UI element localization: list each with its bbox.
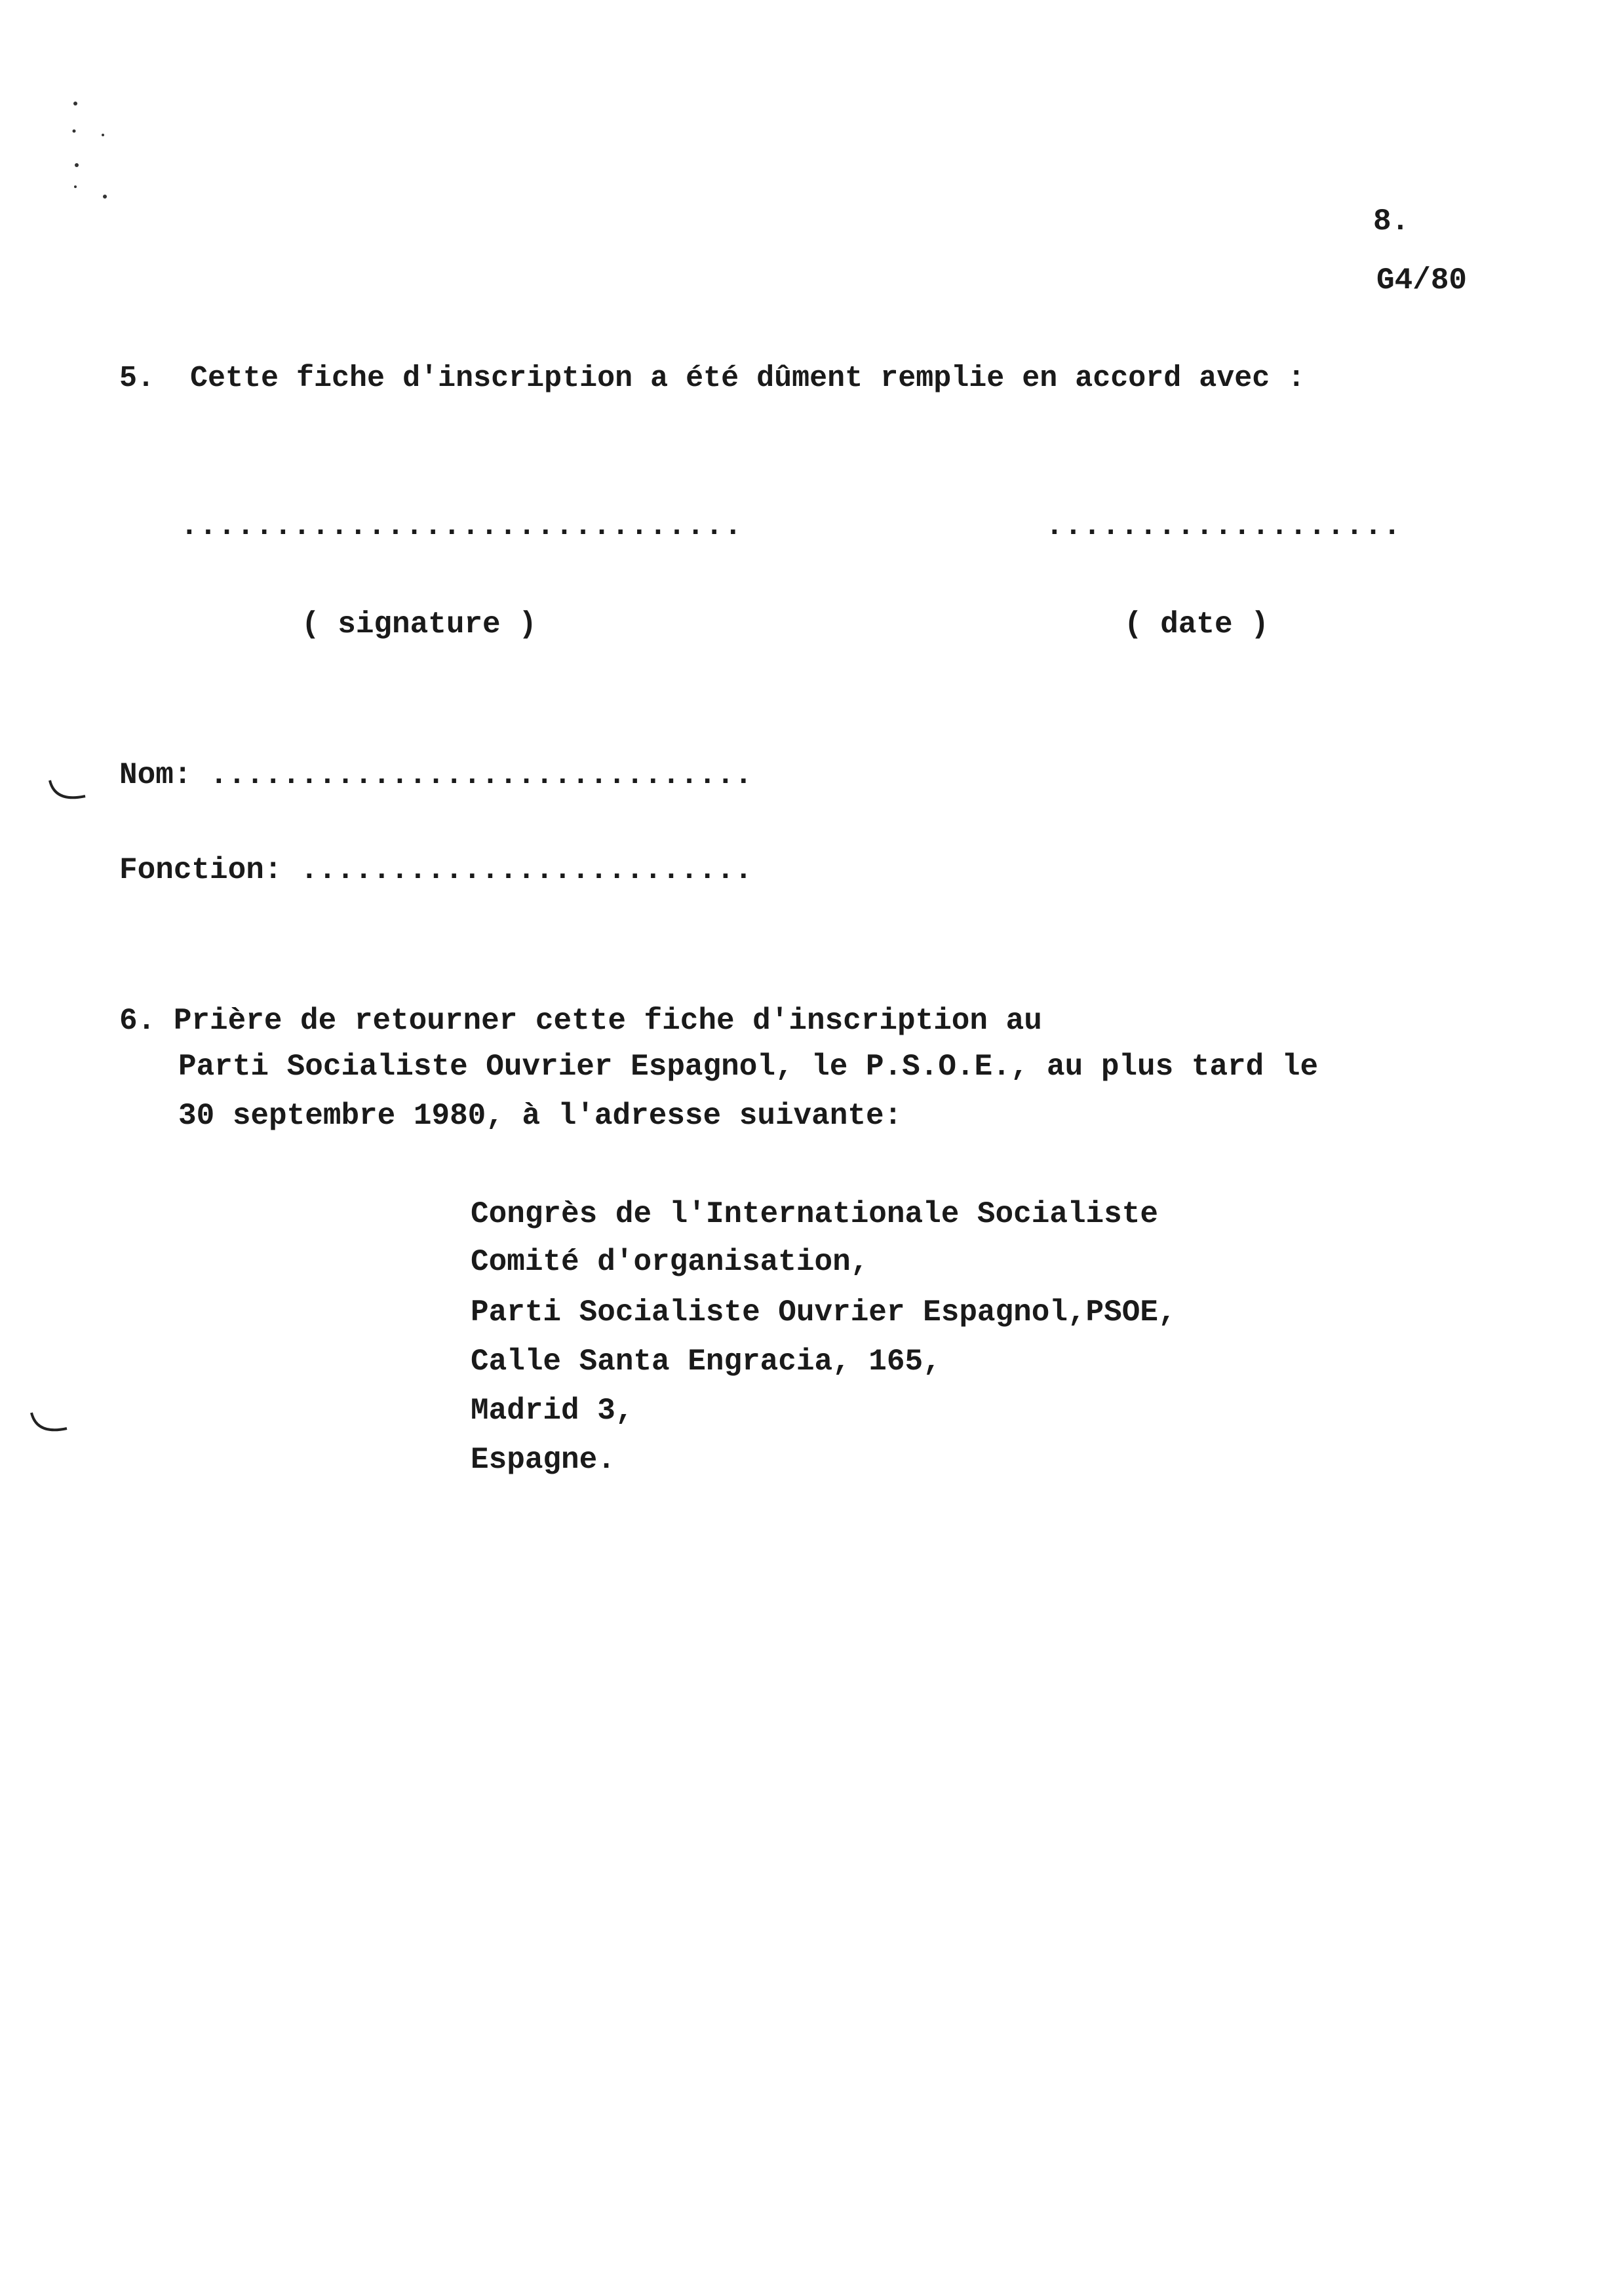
section-6-line-3: 30 septembre 1980, à l'adresse suivante: <box>178 1099 903 1133</box>
date-dotted-line: ................... <box>1045 509 1402 543</box>
name-field: Nom: .............................. <box>119 758 753 792</box>
punch-hole-mark-bottom <box>28 1409 73 1442</box>
section-5-text: 5. Cette fiche d'inscription a été dûment remplie en accord avec : <box>119 362 1306 395</box>
address-line-3: Parti Socialiste Ouvrier Espagnol,PSOE, <box>471 1295 1177 1330</box>
signature-dotted-line: .............................. <box>180 509 743 543</box>
address-line-1: Congrès de l'Internationale Socialiste <box>471 1197 1158 1231</box>
section-6-line-2: Parti Socialiste Ouvrier Espagnol, le P.S.O.E., au plus tard le <box>178 1050 1319 1084</box>
margin-specks <box>62 92 115 210</box>
function-field: Fonction: ......................... <box>119 853 753 887</box>
address-line-5: Madrid 3, <box>471 1394 634 1428</box>
address-line-4: Calle Santa Engracia, 165, <box>471 1345 941 1379</box>
address-line-6: Espagne. <box>471 1443 615 1477</box>
section-6-line-1: 6. Prière de retourner cette fiche d'inscription au <box>119 1004 1042 1038</box>
signature-label: ( signature ) <box>302 607 537 641</box>
punch-hole-mark-top <box>46 776 92 809</box>
page-number: 8. <box>1373 204 1410 239</box>
address-line-2: Comité d'organisation, <box>471 1245 869 1279</box>
document-reference: G4/80 <box>1376 263 1468 297</box>
date-label: ( date ) <box>1124 607 1269 641</box>
